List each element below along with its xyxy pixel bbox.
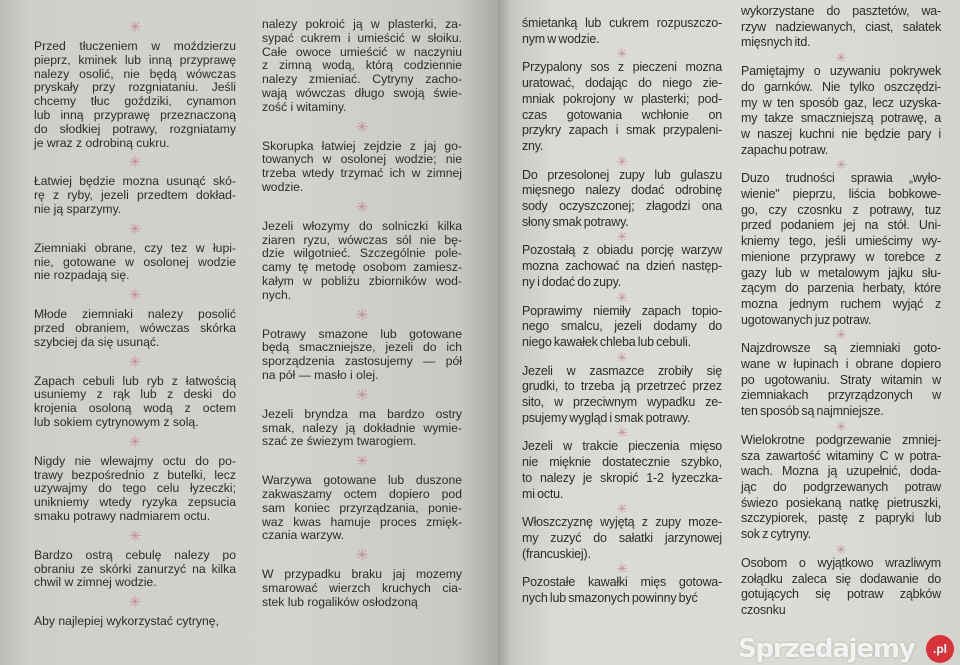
- text-line: wane w łupinach i obrane dopiero: [741, 357, 941, 372]
- text-line: uzywajmy do tego celu łyzeczki;: [34, 481, 236, 496]
- tip-paragraph: [262, 568, 462, 609]
- text-line: my w ten sposób gaz, lecz uzyska-: [741, 95, 941, 110]
- text-line: grudki, to trzeba ją przetrzeć przez: [522, 379, 722, 394]
- text-line: mozna zachować na dzień następ-: [522, 259, 722, 274]
- text-line: świezo posiekaną natkę pietruszki,: [741, 495, 941, 510]
- text-line: wają wówczas długo swoją świe-: [262, 85, 462, 100]
- text-line: mi octu.: [522, 486, 564, 501]
- tip-paragraph: [522, 515, 722, 562]
- text-line: szybciej da się usunąć.: [34, 334, 160, 349]
- text-line: przed podaniem jej na stół. Uni-: [741, 218, 941, 233]
- text-line: śmietanką lub cukrem rozpuszczo-: [522, 16, 722, 30]
- text-line: Jezeli w zasmazce zrobiły się: [522, 363, 722, 378]
- text-line: nie rozpadają się.: [34, 268, 130, 283]
- tip-paragraph: [522, 439, 722, 502]
- asterisk-separator-icon: ✳: [835, 157, 847, 173]
- text-line: uratować, dodając do niego zie-: [522, 76, 722, 91]
- text-line: usuniemy z rąk lub z deski do: [34, 387, 236, 402]
- text-line: szczypiorek, pastę z papryki lub: [741, 511, 941, 526]
- asterisk-separator-icon: ✳: [128, 19, 142, 36]
- text-line: Skorupka łatwiej zejdzie z jaj go-: [262, 138, 462, 153]
- text-line: wienie" pieprzu, liścia bobkowe-: [741, 187, 941, 202]
- text-line: Młode ziemniaki nalezy posolić: [34, 307, 236, 322]
- asterisk-separator-icon: ✳: [128, 220, 142, 238]
- text-line: Jezeli w trakcie pieczenia mięso: [522, 439, 722, 454]
- text-line: ny i dodać do zupy.: [522, 274, 621, 289]
- tip-paragraph: [522, 575, 722, 606]
- tip-paragraph: [741, 4, 941, 51]
- text-line: Wielokrotne podgrzewanie zmniej-: [741, 432, 941, 447]
- text-line: kniemy tego, jeśli umieścimy wy-: [741, 234, 941, 249]
- text-line: nego smalcu, jezeli dodamy do: [522, 319, 722, 334]
- text-line: Zapach cebuli lub ryb z łatwością: [34, 373, 236, 388]
- text-line: Ziemniaki obrane, czy tez w łupi-: [34, 240, 236, 255]
- text-line: Warzywa gotowane lub duszone: [262, 473, 462, 488]
- tip-paragraph: [522, 364, 722, 427]
- asterisk-separator-icon: ✳: [128, 353, 142, 371]
- watermark-logo: Sprzedajemy: [738, 634, 915, 664]
- asterisk-separator-icon: ✳: [616, 153, 628, 169]
- asterisk-separator-icon: ✳: [128, 287, 142, 305]
- tip-paragraph: [34, 242, 236, 283]
- text-line: czosnku: [741, 602, 786, 617]
- text-line: zołądku zaleca się dodawanie do: [741, 571, 941, 586]
- text-line: Duzo trudności sprawia „wyło-: [741, 171, 941, 186]
- text-line: pryskały przy rozgniataniu. Jeśli: [34, 80, 236, 95]
- tip-paragraph: [34, 615, 236, 629]
- tip-paragraph: [522, 304, 722, 351]
- text-line: ziemniakach przyrządzonych w: [741, 388, 941, 403]
- text-line: Najzdrowsze są ziemniaki goto-: [741, 341, 941, 356]
- tip-paragraph: [262, 140, 462, 195]
- asterisk-separator-icon: ✳: [835, 327, 847, 343]
- text-line: sporządzenia zastosujemy — pół: [262, 354, 462, 369]
- text-line: zość i witaminy.: [262, 99, 347, 114]
- text-line: zącym do parzenia herbaty, które: [741, 281, 941, 296]
- tip-paragraph: [34, 40, 236, 150]
- text-line: Włoszczyznę wyjętą z zupy moze-: [522, 515, 722, 530]
- text-line: mozna jednym ruchem wyjąć z: [741, 296, 941, 311]
- text-line: (francuskiej).: [522, 546, 591, 561]
- tip-paragraph: [34, 308, 236, 349]
- text-line: jąc do podgrzewanych potraw: [741, 479, 941, 494]
- text-line: lub sokiem cytrynowym z solą.: [34, 414, 199, 429]
- text-line: my takze smaczniejszą potrawę, a: [741, 111, 941, 126]
- tip-paragraph: [262, 220, 462, 303]
- text-line: na pół — masło i olej.: [262, 367, 379, 382]
- text-column-3: [522, 16, 722, 607]
- text-line: mienione przyprawy w torebce z: [741, 249, 941, 264]
- asterisk-separator-icon: ✳: [128, 154, 142, 172]
- text-line: przykry zapach i smak przypaleni-: [522, 123, 722, 138]
- text-line: unikniemy wtedy ryzyka zepsucia: [34, 495, 236, 510]
- watermark-badge: .pl: [926, 635, 954, 663]
- tip-paragraph: [741, 341, 941, 420]
- text-line: Nigdy nie wlewajmy octu do po-: [34, 453, 236, 468]
- tip-paragraph: [522, 168, 722, 231]
- text-line: zny.: [522, 138, 544, 153]
- text-line: szać ze świezym twarogiem.: [262, 434, 417, 449]
- text-line: ziaren ryzu, wówczas sól nie bę-: [262, 232, 462, 247]
- text-line: czania warzyw.: [262, 528, 344, 543]
- text-line: rzyw nadziewanych, ciast, sałatek: [741, 19, 941, 34]
- text-line: chcemy tłuc goździki, cynamon: [34, 94, 236, 109]
- text-line: Pozostałą z obiadu porcję warzyw: [522, 243, 722, 258]
- text-line: je wraz z odrobiną cukru.: [34, 135, 170, 150]
- tip-paragraph: [522, 243, 722, 290]
- text-line: nych lub smazonych powinny być: [522, 591, 698, 606]
- tip-paragraph: [34, 455, 236, 524]
- text-line: to nalezy je skropić 1-2 łyzeczka-: [522, 470, 722, 485]
- text-line: Przed tłuczeniem w moździerzu: [34, 39, 236, 53]
- text-line: stek lub rogalików osłodzoną: [262, 594, 418, 609]
- text-line: wykorzystane do pasztetów, wa-: [741, 4, 941, 18]
- asterisk-separator-icon: ✳: [616, 501, 628, 517]
- asterisk-separator-icon: ✳: [835, 418, 847, 434]
- text-line: w naszej kuchni nie będzie pary i: [741, 126, 941, 141]
- asterisk-separator-icon: ✳: [616, 349, 628, 365]
- tip-paragraph: [741, 171, 941, 328]
- text-line: Osobom o wyjątkowo wrazliwym: [741, 555, 941, 570]
- text-line: czas gotowania wchłonie on: [522, 107, 722, 122]
- asterisk-separator-icon: ✳: [355, 386, 369, 404]
- asterisk-separator-icon: ✳: [128, 527, 142, 545]
- text-line: sok z cytryny.: [741, 527, 811, 542]
- asterisk-separator-icon: ✳: [128, 594, 142, 612]
- text-line: trzeba wtedy trzymać ich w zimnej: [262, 166, 462, 181]
- text-line: smaku potrawy nadmiarem octu.: [34, 508, 211, 523]
- text-line: gazy lub w metalowym jajku słu-: [741, 265, 941, 280]
- text-line: do słodkiej potrawy, rozgniatamy: [34, 121, 236, 136]
- asterisk-separator-icon: ✳: [355, 306, 369, 324]
- tip-paragraph: [741, 556, 941, 619]
- tip-paragraph: [262, 474, 462, 543]
- text-line: nie ją sparzymy.: [34, 201, 122, 216]
- text-line: nie, gotowane w osolonej wodzie: [34, 254, 236, 269]
- text-line: nalezy pokroić ją w plasterki, za-: [262, 17, 462, 31]
- text-line: przed obraniem, wówczas skórka: [34, 320, 236, 335]
- text-line: sza zawartość witaminy C w potra-: [741, 448, 941, 463]
- text-line: zakwaszamy octem dopiero pod: [262, 486, 462, 501]
- tip-paragraph: [741, 433, 941, 543]
- text-line: Bardzo ostrą cebulę nalezy po: [34, 547, 236, 562]
- tip-paragraph: [741, 64, 941, 158]
- tip-paragraph: [522, 16, 722, 47]
- tip-paragraph: [262, 408, 462, 449]
- text-line: niego kawałek chleba lub cebuli.: [522, 334, 691, 349]
- text-line: Potrawy smazone lub gotowane: [262, 326, 462, 341]
- text-line: Całe owoce umieścić w naczyniu: [262, 44, 462, 59]
- asterisk-separator-icon: ✳: [835, 541, 847, 557]
- text-line: W przypadku braku jaj mozemy: [262, 567, 462, 582]
- text-line: nych.: [262, 287, 292, 302]
- tip-paragraph: [34, 375, 236, 430]
- text-line: z zimną wodą, którą codziennie: [262, 58, 462, 73]
- text-line: po ugotowaniu. Straty witamin w: [741, 372, 941, 387]
- asterisk-separator-icon: ✳: [616, 229, 628, 245]
- text-line: Przypalony sos z pieczeni mozna: [522, 60, 722, 75]
- text-line: lub inną przyprawę przeznaczoną: [34, 107, 236, 122]
- text-line: Pamiętajmy o uzywaniu pokrywek: [741, 64, 941, 79]
- asterisk-separator-icon: ✳: [835, 50, 847, 66]
- tip-paragraph: [262, 18, 462, 115]
- text-line: smarować wierzch kruchych cia-: [262, 580, 462, 595]
- text-column-4: [741, 4, 941, 619]
- text-line: krojenia osoloną wodą z octem: [34, 401, 236, 416]
- text-line: nym w wodzie.: [522, 31, 600, 46]
- asterisk-separator-icon: ✳: [355, 118, 369, 136]
- text-line: sody oczyszczonej; złagodzi ona: [522, 199, 722, 214]
- text-line: smak, nalezy ją dokładnie wymie-: [262, 420, 462, 435]
- tip-paragraph: [34, 549, 236, 590]
- text-line: gotujących się potraw ząbków: [741, 587, 941, 602]
- text-line: Aby najlepiej wykorzystać cytrynę,: [34, 614, 219, 629]
- text-line: waz kwas hamuje proces zmięk-: [262, 514, 462, 529]
- asterisk-separator-icon: ✳: [355, 547, 369, 565]
- text-line: nie mięknie dostatecznie szybko,: [522, 455, 722, 470]
- asterisk-separator-icon: ✳: [355, 453, 369, 471]
- text-line: ten sposób są najmniejsze.: [741, 404, 884, 419]
- text-line: pieprz, kminek lub inną przyprawę: [34, 52, 236, 67]
- asterisk-separator-icon: ✳: [616, 289, 628, 305]
- text-line: Jezeli włozymy do solniczki kilka: [262, 218, 462, 233]
- text-line: go, czy czosnku z potrawy, tuz: [741, 202, 941, 217]
- text-line: wodzie.: [262, 179, 304, 194]
- text-line: nalezy zmieniać. Cytryny zacho-: [262, 72, 462, 87]
- asterisk-separator-icon: ✳: [616, 425, 628, 441]
- tip-paragraph: [262, 328, 462, 383]
- text-line: do garnków. Nie tylko oszczędzi-: [741, 79, 941, 94]
- tip-paragraph: [34, 175, 236, 216]
- text-line: mniak pokrojony w plasterki; pod-: [522, 91, 722, 106]
- text-line: obraniu ze skórki zanurzyć na kilka: [34, 561, 236, 576]
- text-line: Do przesolonej zupy lub gulaszu: [522, 167, 722, 182]
- text-line: słony smak potrawy.: [522, 214, 629, 229]
- text-line: nalezy osolić, nie będą wówczas: [34, 66, 236, 81]
- asterisk-separator-icon: ✳: [616, 46, 628, 62]
- text-line: wach. Mozna ją uzupełnić, doda-: [741, 464, 941, 479]
- text-line: dzie wilgotnieć. Szczególnie pole-: [262, 246, 462, 261]
- text-line: mięsnego nalezy dodać odrobinę: [522, 183, 722, 198]
- asterisk-separator-icon: ✳: [355, 198, 369, 216]
- text-column-2: [262, 18, 462, 610]
- text-line: ugotowanych juz potraw.: [741, 312, 872, 327]
- text-line: trawy bezpośrednio z butelki, lecz: [34, 467, 236, 482]
- text-line: zapachu potraw.: [741, 142, 829, 157]
- text-line: Jezeli bryndza ma bardzo ostry: [262, 406, 462, 421]
- text-line: kałym w pobliżu zbiorników wod-: [262, 273, 462, 288]
- text-line: chwil w zimnej wodzie.: [34, 575, 157, 590]
- text-line: my zuzyć do sałatki jarzynowej: [522, 530, 722, 545]
- asterisk-separator-icon: ✳: [616, 561, 628, 577]
- text-line: Pozostałe kawałki mięs gotowa-: [522, 575, 722, 590]
- text-line: Poprawimy niemiły zapach topio-: [522, 303, 722, 318]
- text-line: Łatwiej będzie mozna usunąć skó-: [34, 174, 236, 189]
- text-line: rę z ryby, jezeli przedtem dokład-: [34, 188, 236, 203]
- text-line: mięsnych itd.: [741, 35, 811, 50]
- text-line: będą smaczniejsze, jezeli do ich: [262, 340, 462, 355]
- text-line: camy tę metodę osobom zamiesz-: [262, 260, 462, 275]
- text-line: towanych w osolonej wodzie; nie: [262, 152, 462, 167]
- text-line: psujemy wygląd i smak potrawy.: [522, 410, 691, 425]
- asterisk-separator-icon: ✳: [128, 433, 142, 451]
- tip-paragraph: [522, 60, 722, 154]
- text-column-1: [34, 15, 236, 629]
- text-line: sito, w przeciwnym wypadku ze-: [522, 395, 722, 410]
- text-line: sam koniec przyrządzania, ponie-: [262, 500, 462, 515]
- text-line: sypać cukrem i umieścić w słoiku.: [262, 30, 462, 45]
